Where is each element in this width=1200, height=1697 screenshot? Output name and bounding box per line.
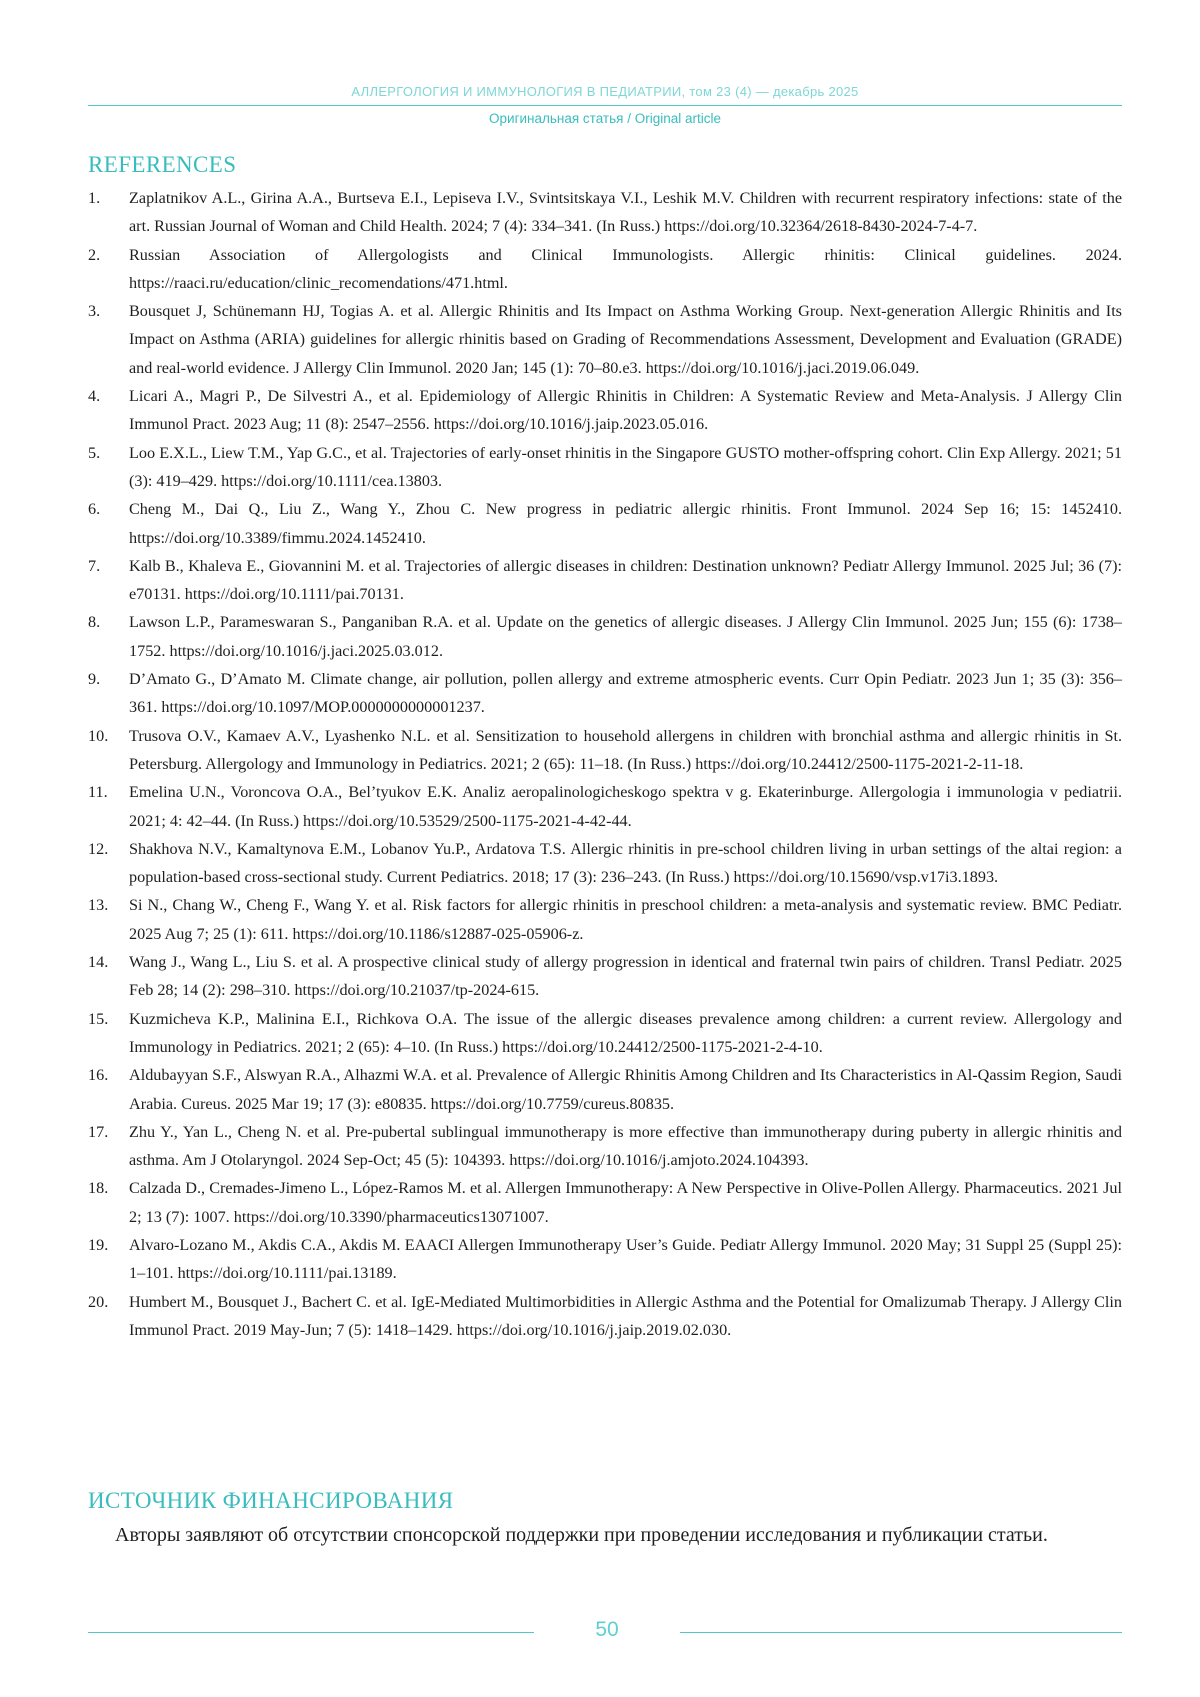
references-heading: REFERENCES — [88, 152, 237, 177]
reference-text: Licari A., Magri P., De Silvestri A., et al. Epidemiology of Allergic Rhinitis in Children: A Systematic Review and Meta-Analysis. J Allergy Clin Immunol Pract. 2023 Aug; 11 (8): 2547–2556. https://doi.org/10.1016/j.jaip.2023.05.016. — [129, 387, 1122, 434]
reference-text: Zhu Y., Yan L., Cheng N. et al. Pre-pubertal sublingual immunotherapy is more effective than immunotherapy during puberty in allergic rhinitis and asthma. Am J Otolaryngol. 2024 Sep-Oct; 45 (5): 104393. https://doi.org/10.1016/j.amjoto.2024.104393. — [129, 1122, 1122, 1170]
reference-item — [88, 552, 1122, 609]
reference-item — [88, 1118, 1122, 1175]
funding-heading: ИСТОЧНИК ФИНАНСИРОВАНИЯ — [88, 1488, 454, 1513]
reference-text: Russian Association of Allergologists and Clinical Immunologists. Allergic rhinitis: Clinical guidelines. 2024. https://raaci.ru/education/clinic_recomendations/471.html. — [129, 245, 1122, 292]
reference-list — [88, 184, 1122, 1344]
reference-number: 17. — [88, 1122, 109, 1141]
reference-number: 12. — [88, 839, 109, 858]
reference-text: Emelina U.N., Voroncova O.A., Bel’tyukov E.K. Analiz aeropalinologicheskogo spektra v g. Ekaterinburge. Allergologia i immunologia v pediatrii. 2021; 4: 42–44. (In Russ.) https://doi.org/10.53529/2500-1175-2021-4-42-44. — [129, 783, 1122, 830]
reference-text: Aldubayyan S.F., Alswyan R.A., Alhazmi W.A. et al. Prevalence of Allergic Rhinitis Among Children and Its Characteristics in Al-Qassim Region, Saudi Arabia. Cureus. 2025 Mar 19; 17 (3): e80835. https://doi.org/10.7759/cureus.80835. — [129, 1066, 1122, 1113]
reference-item — [88, 495, 1122, 552]
running-head: АЛЛЕРГОЛОГИЯ И ИММУНОЛОГИЯ В ПЕДИАТРИИ, том 23 (4) — декабрь 2025 — [351, 84, 859, 99]
reference-item — [88, 1061, 1122, 1118]
reference-item — [88, 1174, 1122, 1231]
reference-text: D’Amato G., D’Amato M. Climate change, air pollution, pollen allergy and extreme atmospheric events. Curr Opin Pediatr. 2023 Jun 1; 35 (3): 356–361. https://doi.org/10.1097/MOP.0000000000001237. — [129, 670, 1122, 717]
reference-text: Trusova O.V., Kamaev A.V., Lyashenko N.L. et al. Sensitization to household allergens in children with bronchial asthma and allergic rhinitis in St. Petersburg. Allergology and Immunology in Pediatrics. 2021; 2 (65): 11–18. (In Russ.) https://doi.org/10.24412/2500-1175-2021-2-11-18. — [129, 726, 1122, 773]
footer-rule-left — [88, 1632, 534, 1633]
reference-number: 20. — [88, 1292, 109, 1311]
reference-item — [88, 778, 1122, 835]
reference-text: Lawson L.P., Parameswaran S., Panganiban R.A. et al. Update on the genetics of allergic diseases. J Allergy Clin Immunol. 2025 Jun; 155 (6): 1738–1752. https://doi.org/10.1016/j.jaci.2025.03.012. — [129, 613, 1122, 660]
footer-rule-right — [680, 1632, 1122, 1633]
reference-text: Loo E.X.L., Liew T.M., Yap G.C., et al. Trajectories of early-onset rhinitis in the Singapore GUSTO mother-offspring cohort. Clin Exp Allergy. 2021; 51 (3): 419–429. https://doi.org/10.1111/cea.13803. — [129, 443, 1122, 490]
funding-statement: Авторы заявляют об отсутствии спонсорской поддержки при проведении исследования и публикации статьи. — [115, 1524, 1048, 1546]
reference-item — [88, 297, 1122, 382]
reference-item — [88, 382, 1122, 439]
reference-number: 2. — [88, 245, 101, 264]
reference-item — [88, 1005, 1122, 1062]
reference-item — [88, 608, 1122, 665]
reference-item — [88, 1288, 1122, 1345]
reference-number: 11. — [88, 783, 108, 802]
reference-text: Si N., Chang W., Cheng F., Wang Y. et al. Risk factors for allergic rhinitis in preschool children: a meta-analysis and systematic review. BMC Pediatr. 2025 Aug 7; 25 (1): 611. https://doi.org/10.1186/s12887-025-05906-z. — [129, 896, 1122, 943]
article-type-label: Оригинальная статья / Original article — [489, 111, 721, 126]
reference-text: Shakhova N.V., Kamaltynova E.M., Lobanov Yu.P., Ardatova T.S. Allergic rhinitis in pre-school children living in urban settings of the altai region: a population-based cross-sectional study. Current Pediatrics. 2018; 17 (3): 236–243. (In Russ.) https://doi.org/10.15690/vsp.v17i3.1893. — [129, 839, 1122, 887]
reference-item — [88, 948, 1122, 1005]
reference-item — [88, 722, 1122, 779]
reference-item — [88, 241, 1122, 298]
reference-text: Calzada D., Cremades-Jimeno L., López-Ramos M. et al. Allergen Immunotherapy: A New Perspective in Olive-Pollen Allergy. Pharmaceutics. 2021 Jul 2; 13 (7): 1007. https://doi.org/10.3390/pharmaceutics13071007. — [129, 1179, 1122, 1226]
reference-number: 16. — [88, 1066, 109, 1085]
reference-item — [88, 439, 1122, 496]
reference-number: 8. — [88, 613, 101, 632]
reference-text: Cheng M., Dai Q., Liu Z., Wang Y., Zhou C. New progress in pediatric allergic rhinitis. Front Immunol. 2024 Sep 16; 15: 1452410. https://doi.org/10.3389/fimmu.2024.1452410. — [129, 500, 1122, 547]
reference-number: 18. — [88, 1179, 109, 1198]
reference-item — [88, 891, 1122, 948]
reference-number: 9. — [88, 670, 101, 689]
reference-number: 5. — [88, 443, 101, 462]
reference-text: Alvaro-Lozano M., Akdis C.A., Akdis M. EAACI Allergen Immunotherapy User’s Guide. Pediatr Allergy Immunol. 2020 May; 31 Suppl 25 (Suppl 25): 1–101. https://doi.org/10.1111/pai.13189. — [129, 1235, 1122, 1283]
reference-item — [88, 835, 1122, 892]
reference-text: Humbert M., Bousquet J., Bachert C. et al. IgE-Mediated Multimorbidities in Allergic Asthma and the Potential for Omalizumab Therapy. J Allergy Clin Immunol Pract. 2019 May-Jun; 7 (5): 1418–1429. https://doi.org/10.1016/j.jaip.2019.02.030. — [129, 1292, 1122, 1339]
reference-text: Kuzmicheva K.P., Malinina E.I., Richkova O.A. The issue of the allergic diseases prevalence among children: a current review. Allergology and Immunology in Pediatrics. 2021; 2 (65): 4–10. (In Russ.) https://doi.org/10.24412/2500-1175-2021-2-4-10. — [129, 1009, 1122, 1056]
reference-number: 15. — [88, 1009, 109, 1028]
reference-item — [88, 1231, 1122, 1288]
reference-number: 7. — [88, 556, 101, 575]
page-number: 50 — [595, 1618, 619, 1641]
reference-number: 13. — [88, 896, 109, 915]
reference-item — [88, 184, 1122, 241]
reference-number: 1. — [88, 189, 101, 207]
reference-number: 10. — [88, 726, 109, 745]
reference-number: 19. — [88, 1235, 109, 1254]
reference-text: Kalb B., Khaleva E., Giovannini M. et al. Trajectories of allergic diseases in children: Destination unknown? Pediatr Allergy Immunol. 2025 Jul; 36 (7): e70131. https://doi.org/10.1111/pai.70131. — [129, 556, 1122, 604]
reference-number: 3. — [88, 302, 101, 321]
reference-number: 6. — [88, 500, 101, 519]
header-rule — [88, 105, 1122, 106]
reference-number: 14. — [88, 953, 109, 972]
reference-item — [88, 665, 1122, 722]
reference-number: 4. — [88, 387, 101, 406]
reference-text: Zaplatnikov A.L., Girina A.A., Burtseva E.I., Lepiseva I.V., Svintsitskaya V.I., Leshik M.V. Children with recurrent respiratory infections: state of the art. Russian Journal of Woman and Child Health. 2024; 7 (4): 334–341. (In Russ.) https://doi.org/10.32364/2618-8430-2024-7-4-7. — [129, 189, 1122, 236]
reference-text: Wang J., Wang L., Liu S. et al. A prospective clinical study of allergy progression in identical and fraternal twin pairs of children. Transl Pediatr. 2025 Feb 28; 14 (2): 298–310. https://doi.org/10.21037/tp-2024-615. — [129, 953, 1122, 1000]
reference-text: Bousquet J, Schünemann HJ, Togias A. et al. Allergic Rhinitis and Its Impact on Asthma Working Group. Next-generation Allergic Rhinitis and Its Impact on Asthma (ARIA) guidelines for allergic rhinitis based on Grading of Recommendations Assessment, Development and Evaluation (GRADE) and real-world evidence. J Allergy Clin Immunol. 2020 Jan; 145 (1): 70–80.e3. https://doi.org/10.1016/j.jaci.2019.06.049. — [129, 302, 1122, 377]
